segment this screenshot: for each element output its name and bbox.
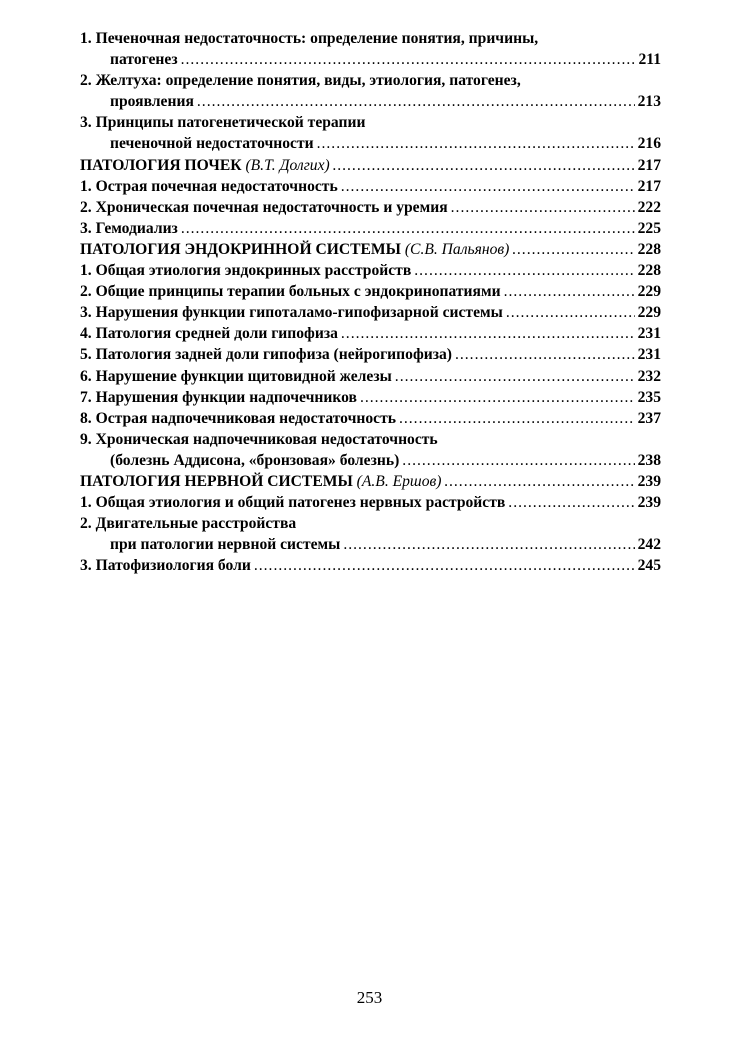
section-heading (80, 155, 330, 176)
toc-page-number: 231 (637, 346, 661, 364)
toc-entry (80, 218, 661, 239)
dot-leader (181, 49, 636, 70)
toc-page-number: 229 (637, 283, 661, 301)
section-heading (80, 239, 509, 260)
toc-page-number: 235 (637, 388, 661, 406)
toc-page-number: 231 (637, 325, 661, 343)
toc-entry-text: 7. Нарушения функции надпочечников (80, 388, 357, 406)
toc-entry-text: 1. Печеночная недостаточность: определение понятия, причины, (80, 30, 539, 47)
toc-row (80, 260, 661, 281)
toc-entry (80, 70, 661, 112)
toc-page-number: 239 (637, 494, 661, 512)
toc-entry-text: проявления (110, 93, 194, 111)
toc-row (80, 281, 661, 302)
section-author: (В.Т. Долгих) (245, 156, 330, 174)
toc-row (80, 239, 661, 260)
toc-entry-text: 2. Хроническая почечная недостаточность и уремия (80, 198, 448, 216)
toc-entry (80, 281, 661, 302)
toc-entry (80, 176, 661, 197)
toc-page-number: 239 (637, 472, 661, 490)
toc-entry-text: 8. Острая надпочечниковая недостаточность (80, 409, 396, 427)
toc-entry-text: 3. Патофизиология боли (80, 557, 251, 575)
dot-leader (197, 91, 635, 112)
toc-page-number: 228 (637, 240, 661, 258)
dot-leader (508, 492, 634, 513)
toc-entry (80, 408, 661, 429)
dot-leader (451, 197, 635, 218)
page-number: 253 (356, 988, 383, 1007)
toc-page-number: 245 (637, 557, 661, 575)
toc-row (80, 323, 661, 344)
toc-row (80, 197, 661, 218)
section-title: ПАТОЛОГИЯ НЕРВНОЙ СИСТЕМЫ (80, 472, 353, 490)
section-author: (А.В. Ершов) (356, 472, 442, 490)
toc-entry (80, 112, 661, 154)
dot-leader (504, 281, 635, 302)
toc-row (80, 344, 661, 365)
section-title: ПАТОЛОГИЯ ЭНДОКРИННОЙ СИСТЕМЫ (80, 240, 401, 258)
toc-entry-text: (болезнь Аддисона, «бронзовая» болезнь) (110, 451, 400, 469)
dot-leader (455, 344, 635, 365)
toc-entry (80, 513, 661, 555)
toc-row (80, 218, 661, 239)
toc-entry (80, 323, 661, 344)
toc-section (80, 471, 661, 492)
toc-row (80, 366, 661, 387)
toc-entry (80, 344, 661, 365)
dot-leader (512, 239, 634, 260)
dot-leader (414, 260, 634, 281)
toc-entry-text: 2. Общие принципы терапии больных с эндокринопатиями (80, 283, 501, 301)
toc-page-number: 217 (637, 156, 661, 174)
toc-section (80, 239, 661, 260)
dot-leader (317, 133, 635, 154)
dot-leader (360, 387, 635, 408)
toc-row (80, 471, 661, 492)
toc-entry (80, 429, 661, 471)
dot-leader (444, 471, 634, 492)
toc-row (80, 91, 661, 112)
toc-page-number: 222 (637, 198, 661, 216)
section-title: ПАТОЛОГИЯ ПОЧЕК (80, 156, 242, 174)
dot-leader (506, 302, 635, 323)
toc-page-number: 211 (638, 51, 661, 69)
dot-leader (402, 450, 634, 471)
dot-leader (254, 555, 635, 576)
toc-page-number: 217 (637, 177, 661, 195)
toc-page-number: 216 (637, 135, 661, 153)
dot-leader (333, 155, 635, 176)
toc-row (80, 408, 661, 429)
toc-entry-text: 1. Общая этиология и общий патогенез нервных растройств (80, 494, 506, 512)
toc-page-number: 229 (637, 304, 661, 322)
toc-entry-text: при патологии нервной системы (110, 536, 341, 554)
dot-leader (341, 176, 635, 197)
table-of-contents (80, 28, 661, 576)
toc-entry-text: 3. Гемодиализ (80, 219, 178, 237)
toc-entry (80, 260, 661, 281)
section-heading (80, 471, 441, 492)
toc-entry-text: 1. Общая этиология эндокринных расстройств (80, 262, 412, 280)
toc-row (80, 302, 661, 323)
dot-leader (343, 534, 634, 555)
toc-page-number: 232 (637, 367, 661, 385)
toc-page-number: 228 (637, 262, 661, 280)
toc-row (80, 49, 661, 70)
toc-row (80, 534, 661, 555)
section-author: (С.В. Пальянов) (404, 240, 510, 258)
toc-row (80, 155, 661, 176)
toc-entry-text: 5. Патология задней доли гипофиза (нейрогипофиза) (80, 346, 452, 364)
dot-leader (181, 218, 635, 239)
toc-entry-text: 1. Острая почечная недостаточность (80, 177, 338, 195)
toc-page-number: 225 (637, 219, 661, 237)
toc-entry (80, 366, 661, 387)
toc-entry-text: 9. Хроническая надпочечниковая недостаточность (80, 430, 438, 448)
toc-row (80, 450, 661, 471)
toc-entry-text: 3. Принципы патогенетической терапии (80, 114, 366, 132)
toc-entry (80, 302, 661, 323)
toc-entry (80, 492, 661, 513)
toc-row (80, 176, 661, 197)
toc-section (80, 155, 661, 176)
toc-row (80, 387, 661, 408)
toc-entry-text: 3. Нарушения функции гипоталамо-гипофизарной системы (80, 304, 503, 322)
dot-leader (399, 408, 635, 429)
toc-entry-text: патогенез (110, 51, 178, 69)
dot-leader (395, 366, 635, 387)
toc-page-number: 237 (637, 409, 661, 427)
toc-entry (80, 197, 661, 218)
toc-entry (80, 387, 661, 408)
toc-entry-text: 6. Нарушение функции щитовидной железы (80, 367, 392, 385)
toc-entry-text: печеночной недостаточности (110, 135, 314, 153)
toc-row (80, 133, 661, 154)
dot-leader (341, 323, 635, 344)
toc-row (80, 555, 661, 576)
toc-entry (80, 555, 661, 576)
toc-page-number: 238 (637, 451, 661, 469)
toc-row (80, 492, 661, 513)
toc-entry-text: 2. Двигательные расстройства (80, 515, 297, 533)
toc-page-number: 213 (637, 93, 661, 111)
toc-entry (80, 28, 661, 70)
toc-page-number: 242 (637, 536, 661, 554)
toc-entry-text: 4. Патология средней доли гипофиза (80, 325, 338, 343)
toc-entry-text: 2. Желтуха: определение понятия, виды, этиология, патогенез, (80, 72, 521, 90)
